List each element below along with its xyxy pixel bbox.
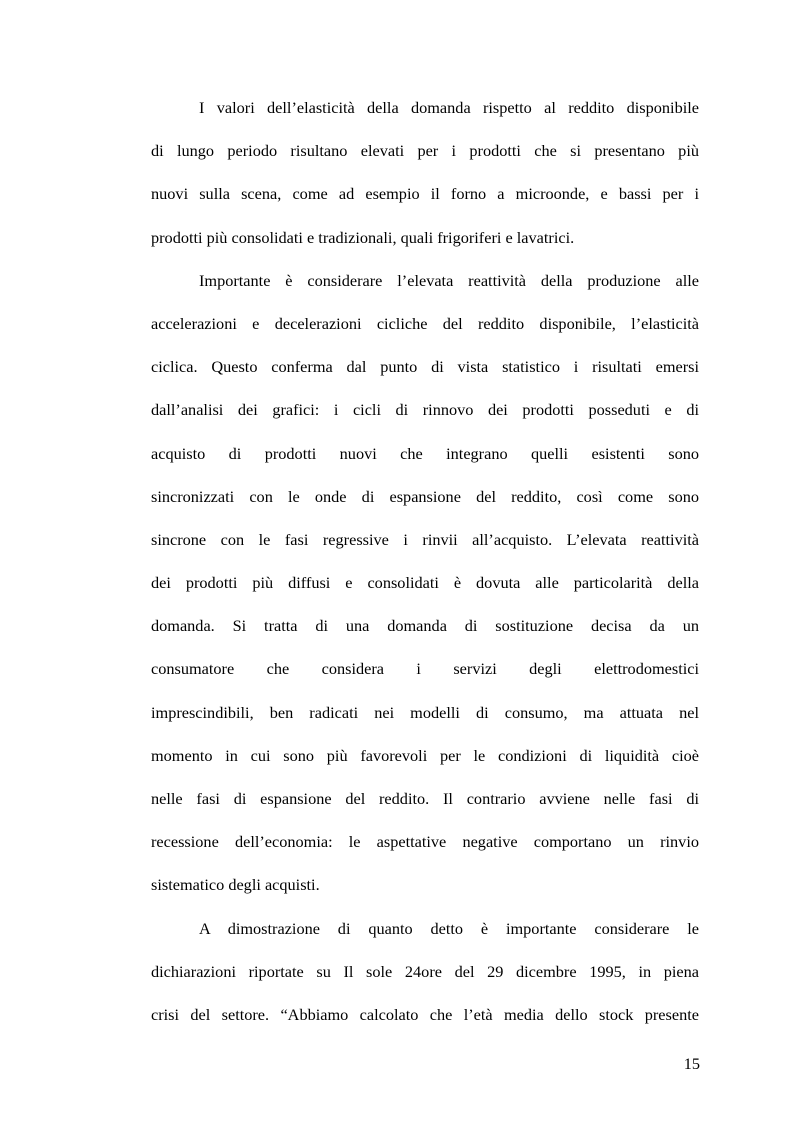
- text-line: sistematico degli acquisti.: [151, 875, 320, 895]
- text-line: momento in cui sono più favorevoli per le condizioni di liquidità cioè: [151, 745, 699, 765]
- text-line: nelle fasi di espansione del reddito. Il contrario avviene nelle fasi di: [151, 789, 699, 808]
- text-line: crisi del settore. “Abbiamo calcolato che l’età media dello stock presente: [151, 1004, 699, 1024]
- text-line: I valori dell’elasticità della domanda rispetto al reddito disponibile: [199, 98, 699, 117]
- text-line: dichiarazioni riportate su Il sole 24ore del 29 dicembre 1995, in piena: [151, 961, 699, 981]
- paragraph-1: [151, 86, 699, 259]
- text-line: imprescindibili, ben radicati nei modelli di consumo, ma attuata nel: [151, 702, 699, 722]
- text-line: prodotti più consolidati e tradizionali, quali frigoriferi e lavatrici.: [151, 227, 575, 247]
- text-line: dei prodotti più diffusi e consolidati è dovuta alle particolarità della: [151, 573, 699, 593]
- text-line: ciclica. Questo conferma dal punto di vista statistico i risultati emersi: [151, 357, 699, 377]
- text-line: Importante è considerare l’elevata reattività della produzione alle: [199, 270, 699, 290]
- document-body: [151, 86, 699, 1036]
- text-line: sincrone con le fasi regressive i rinvii all’acquisto. L’elevata reattività: [151, 529, 699, 549]
- text-line: recessione dell’economia: le aspettative negative comportano un rinvio: [151, 832, 699, 852]
- text-line: accelerazioni e decelerazioni cicliche del reddito disponibile, l’elasticità: [151, 313, 699, 333]
- text-line: A dimostrazione di quanto detto è importante considerare le: [199, 918, 699, 938]
- text-line: consumatore che considera i servizi degli elettrodomestici: [151, 659, 699, 679]
- paragraph-2: [151, 259, 699, 907]
- paragraph-3: [151, 907, 699, 1037]
- text-line: acquisto di prodotti nuovi che integrano quelli esistenti sono: [151, 443, 699, 463]
- text-line: domanda. Si tratta di una domanda di sostituzione decisa da un: [151, 616, 699, 636]
- text-line: nuovi sulla scena, come ad esempio il forno a microonde, e bassi per i: [151, 184, 699, 204]
- text-line: sincronizzati con le onde di espansione del reddito, così come sono: [151, 486, 699, 506]
- text-line: dall’analisi dei grafici: i cicli di rinnovo dei prodotti posseduti e di: [151, 400, 699, 420]
- text-line: di lungo periodo risultano elevati per i prodotti che si presentano più: [151, 141, 699, 161]
- page-number: 15: [683, 1054, 700, 1073]
